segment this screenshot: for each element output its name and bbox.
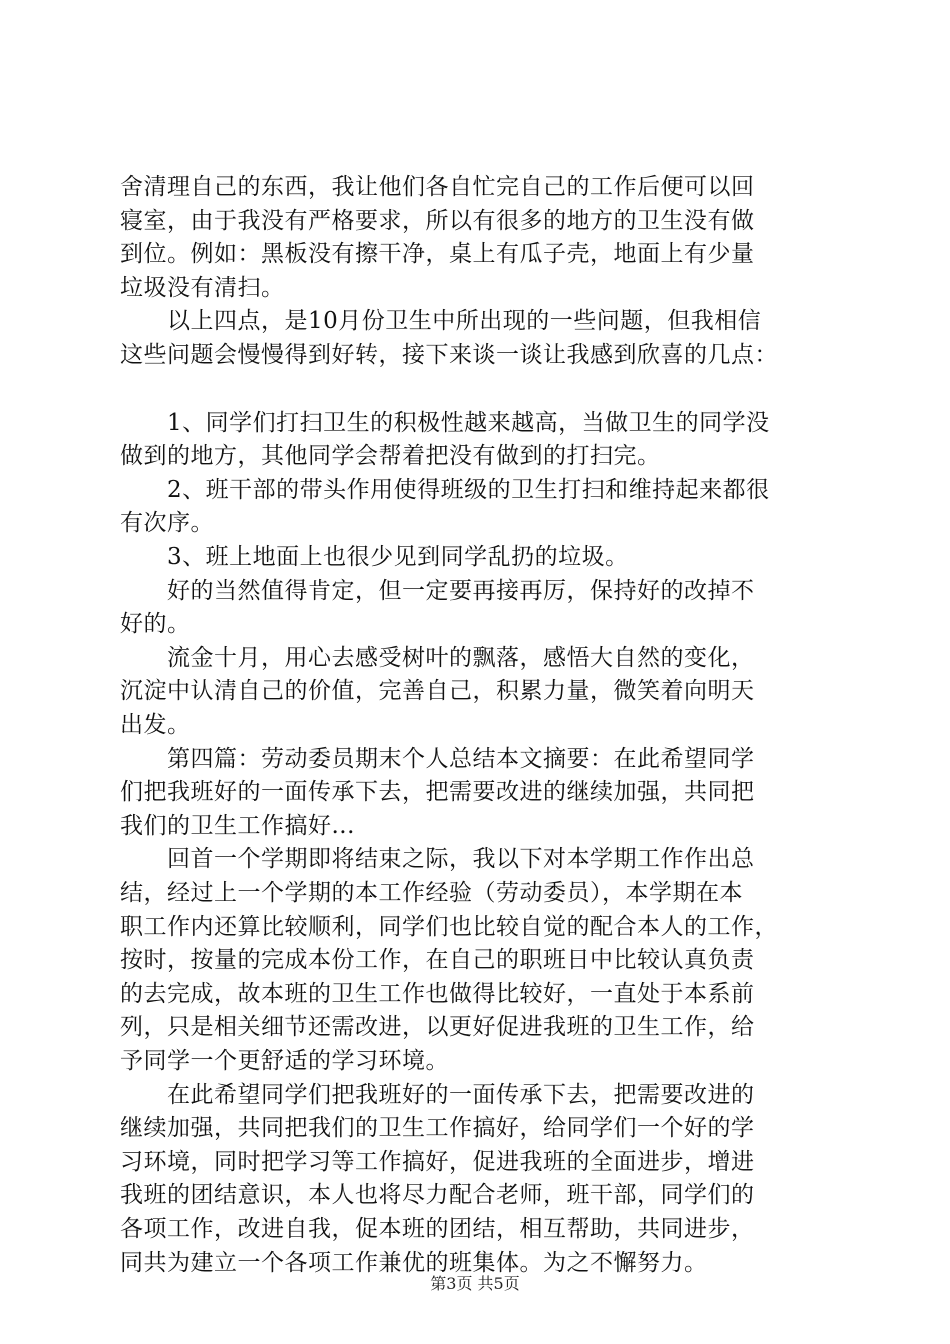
- list-item-line: 2、班干部的带头作用使得班级的卫生打扫和维持起来都很: [120, 477, 770, 503]
- text-line: 同共为建立一个各项工作兼优的班集体。为之不懈努力。: [120, 1250, 708, 1276]
- text-line: 第四篇：劳动委员期末个人总结本文摘要：在此希望同学: [120, 746, 755, 772]
- text-line: 我班的团结意识，本人也将尽力配合老师，班干部，同学们的: [120, 1182, 755, 1208]
- text-line: 到位。例如：黑板没有擦干净，桌上有瓜子壳，地面上有少量: [120, 241, 755, 267]
- text-line: 出发。: [120, 712, 191, 738]
- text-line: 沉淀中认清自己的价值，完善自己，积累力量，微笑着向明天: [120, 678, 755, 704]
- text-line: 好的。: [120, 611, 191, 637]
- text-line: 习环境，同时把学习等工作搞好，促进我班的全面进步，增进: [120, 1149, 755, 1175]
- text-line: 在此希望同学们把我班好的一面传承下去，把需要改进的: [120, 1082, 755, 1108]
- text-line: 各项工作，改进自我，促本班的团结，相互帮助，共同进步，: [120, 1216, 755, 1242]
- text-line: 结，经过上一个学期的本工作经验（劳动委员），本学期在本: [120, 880, 743, 906]
- text-line: 们把我班好的一面传承下去，把需要改进的继续加强，共同把: [120, 779, 755, 805]
- list-item-line: 有次序。: [120, 510, 214, 536]
- text-line: 好的当然值得肯定，但一定要再接再厉，保持好的改掉不: [120, 578, 755, 604]
- text-line: 流金十月，用心去感受树叶的飘落，感悟大自然的变化，: [120, 645, 755, 671]
- text-line: 以上四点，是10月份卫生中所出现的一些问题，但我相信: [120, 308, 762, 334]
- text-line: 职工作内还算比较顺利，同学们也比较自觉的配合本人的工作，: [120, 914, 778, 940]
- text-line: 列，只是相关细节还需改进，以更好促进我班的卫生工作，给: [120, 1014, 755, 1040]
- text-line: 垃圾没有清扫。: [120, 275, 285, 301]
- list-item-line: 做到的地方，其他同学会帮着把没有做到的打扫完。: [120, 443, 661, 469]
- text-line: 予同学一个更舒适的学习环境。: [120, 1048, 449, 1074]
- list-item-line: 1、同学们打扫卫生的积极性越来越高，当做卫生的同学没: [120, 410, 770, 436]
- text-line: 我们的卫生工作搞好...: [120, 813, 355, 839]
- text-line: 这些问题会慢慢得到好转，接下来谈一谈让我感到欣喜的几点：: [120, 342, 778, 368]
- text-line: 舍清理自己的东西，我让他们各自忙完自己的工作后便可以回: [120, 174, 755, 200]
- text-line: 寝室，由于我没有严格要求，所以有很多的地方的卫生没有做: [120, 208, 755, 234]
- text-line: 的去完成，故本班的卫生工作也做得比较好，一直处于本系前: [120, 981, 755, 1007]
- text-line: 按时，按量的完成本份工作，在自己的职班日中比较认真负责: [120, 947, 755, 973]
- page-number-footer: 第3页 共5页: [430, 1274, 520, 1293]
- list-item-line: 3、班上地面上也很少见到同学乱扔的垃圾。: [120, 544, 629, 570]
- text-line: 回首一个学期即将结束之际，我以下对本学期工作作出总: [120, 846, 755, 872]
- text-line: 继续加强，共同把我们的卫生工作搞好，给同学们一个好的学: [120, 1115, 755, 1141]
